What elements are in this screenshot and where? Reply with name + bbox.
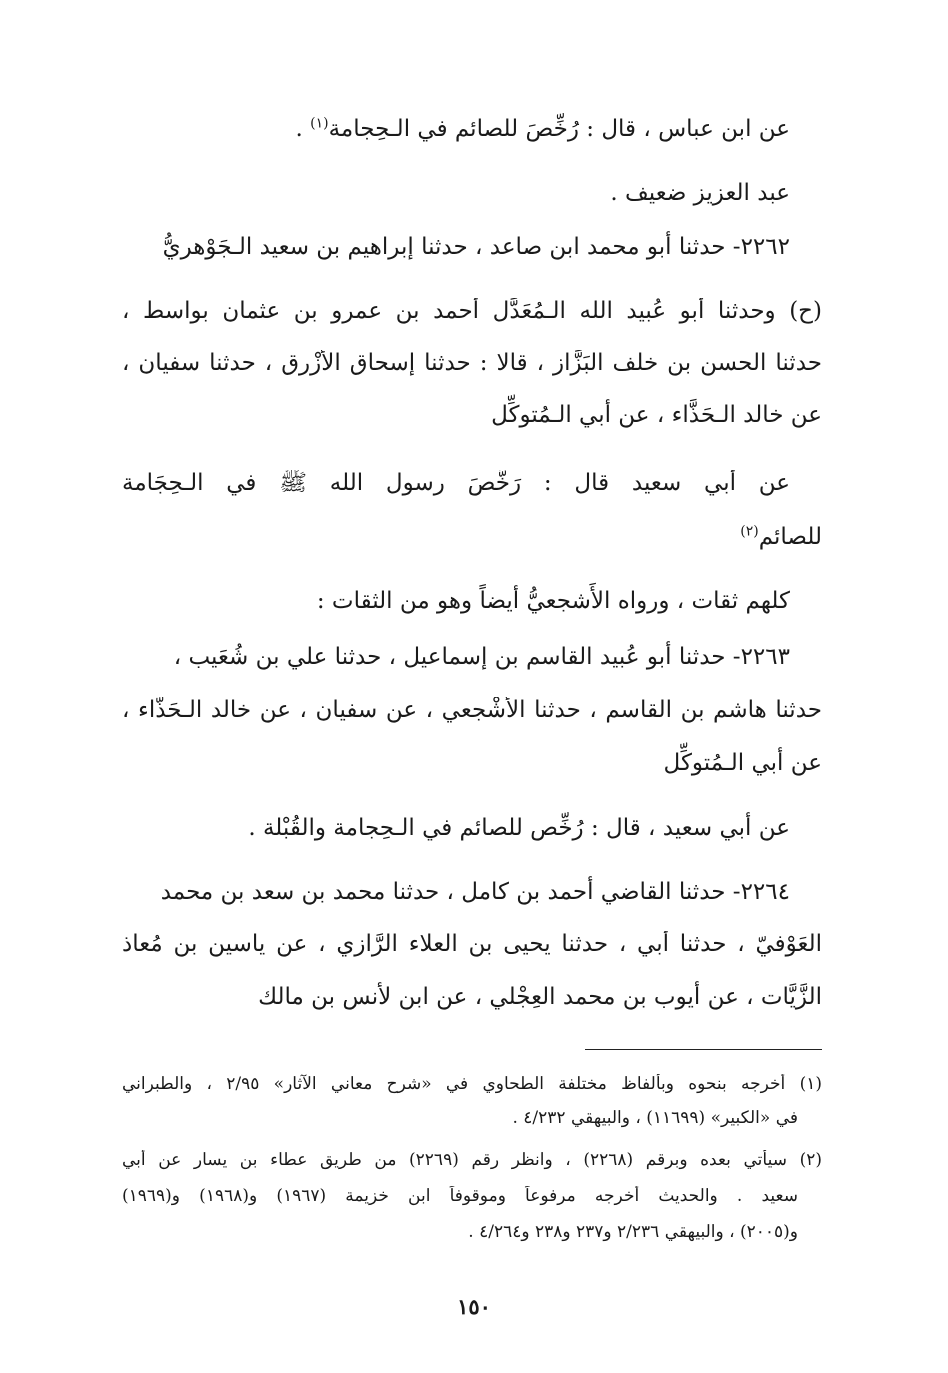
comment-2262-line-1: كلهم ثقات ، ورواه الأَشجعيُّ أيضاً وهو من الثقات : — [316, 588, 790, 614]
footnote-2-line-1: (٢) سيأتي بعده وبرقم (٢٢٦٨) ، وانظر رقم (٢٢٦٩) من طريق عطاء بن يسار عن أبي — [122, 1150, 822, 1170]
footnote-1-line-2: في «الكبير» (١١٦٩٩) ، والبيهقي ٤/٢٣٢ . — [512, 1108, 798, 1128]
paragraph-1-line-1 — [122, 116, 790, 144]
paragraph-1-text: عن ابن عباس ، قال : رُخِّصَ للصائم في الـحِجامة — [328, 116, 790, 142]
footnote-1-marker[interactable]: (١) — [310, 115, 329, 132]
hadith-2264-chain-line-1: ٢٢٦٤- حدثنا القاضي أحمد بن كامل ، حدثنا محمد بن سعد بن محمد — [160, 879, 790, 905]
hadith-2262-matn-line-1: عن أبي سعيد قال : رَخَّصَ رسول الله ﷺ في الـحِجَامة — [122, 470, 790, 496]
footnote-separator — [585, 1049, 822, 1050]
hadith-2262-matn-line-2 — [122, 524, 822, 552]
hadith-2262-chain-line-3: حدثنا الحسن بن خلف البَزَّاز ، قالا : حدثنا إسحاق الأزْرق ، حدثنا سفيان ، — [122, 350, 822, 376]
footnote-1-line-1: (١) أخرجه بنحوه وبألفاظ مختلفة الطحاوي في «شرح معاني الآثار» ٢/٩٥ ، والطبراني — [122, 1074, 822, 1094]
hadith-2262-matn-text: للصائم — [758, 524, 822, 550]
hadith-2263-chain-line-3: عن أبي الـمُتوكِّل — [663, 750, 822, 776]
footnote-2-line-2: سعيد . والحديث أخرجه مرفوعاً وموقوفاً ابن خزيمة (١٩٦٧) و(١٩٦٨) و(١٩٦٩) — [122, 1186, 798, 1206]
footnote-2-marker[interactable]: (٢) — [740, 523, 759, 540]
page-number: ١٥٠ — [457, 1294, 491, 1319]
hadith-2263-chain-line-1: ٢٢٦٣- حدثنا أبو عُبيد القاسم بن إسماعيل ، حدثنا علي بن شُعَيب ، — [173, 644, 790, 670]
hadith-2263-chain-line-2: حدثنا هاشم بن القاسم ، حدثنا الأَشْجعي ، عن سفيان ، عن خالد الـحَذَّاء ، — [122, 697, 822, 723]
footnote-2-line-3: و(٢٠٠٥) ، والبيهقي ٢/٢٣٦ و٢٣٧ و٢٣٨ و٤/٢٦٤ . — [468, 1222, 798, 1242]
hadith-2262-chain-line-2: (ح) وحدثنا أبو عُبيد الله الـمُعَدَّل أحمد بن عمرو بن عثمان بواسط ، — [122, 298, 822, 324]
hadith-2262-chain-line-1: ٢٢٦٢- حدثنا أبو محمد ابن صاعد ، حدثنا إبراهيم بن سعيد الـجَوْهريُّ — [162, 234, 790, 260]
hadith-2263-matn-line-1: عن أبي سعيد ، قال : رُخِّص للصائم في الـحِجامة والقُبْلة . — [248, 815, 790, 841]
paragraph-1-end: . — [295, 116, 311, 142]
hadith-2264-chain-line-2: العَوْفيّ ، حدثنا أبي ، حدثنا يحيى بن العلاء الرَّازي ، عن ياسين بن مُعاذ — [122, 931, 822, 957]
hadith-2264-chain-line-3: الزَّيَّات ، عن أيوب بن محمد العِجْلي ، عن ابن لأنس بن مالك — [258, 984, 822, 1010]
paragraph-2-line-1: عبد العزيز ضعيف . — [610, 180, 790, 206]
hadith-2262-chain-line-4: عن خالد الـحَذَّاء ، عن أبي الـمُتوكِّل — [491, 402, 822, 428]
